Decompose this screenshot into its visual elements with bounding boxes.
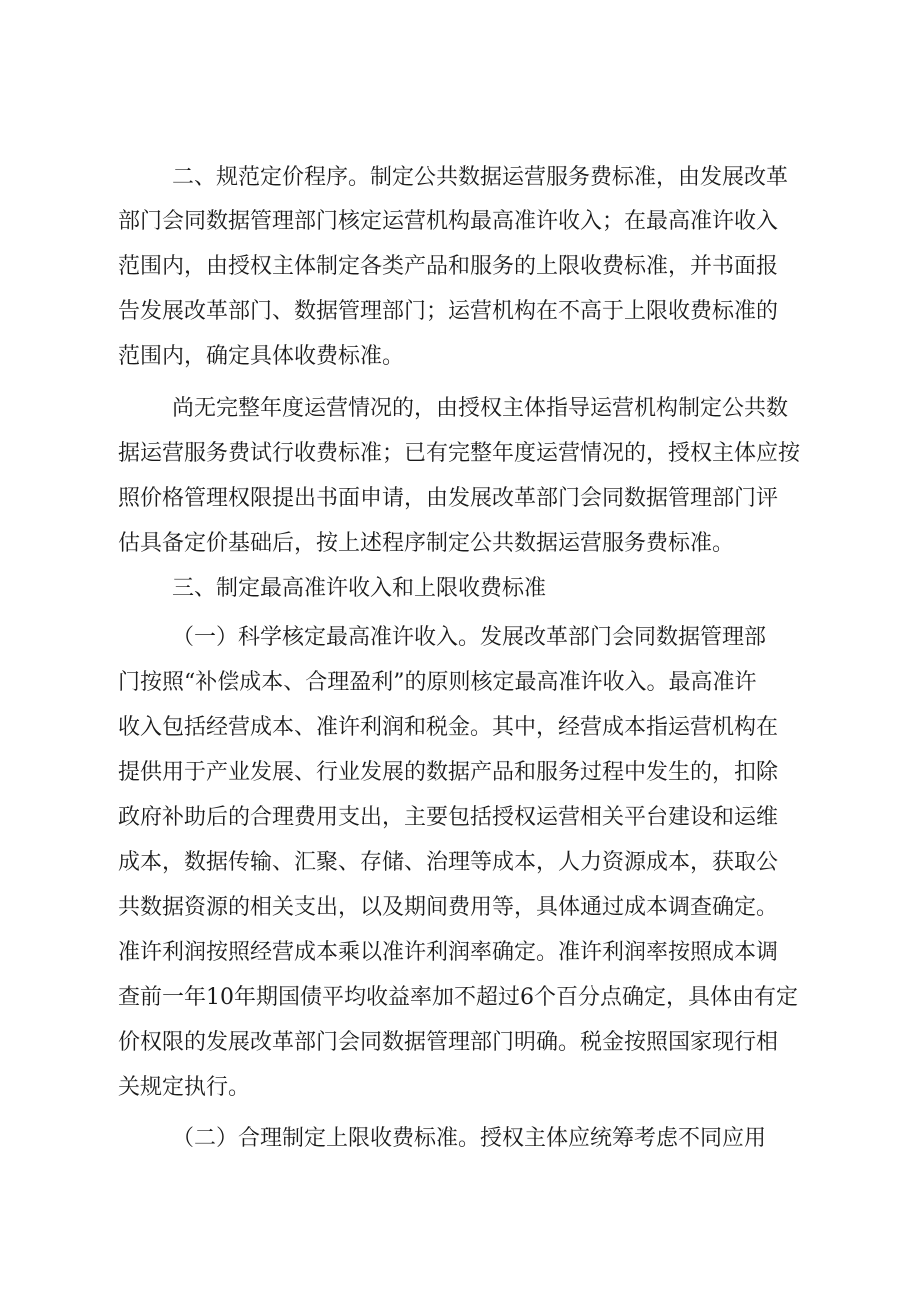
- text-line: 成本，数据传输、汇聚、存储、治理等成本，人力资源成本，获取公: [118, 850, 779, 875]
- text-line: 政府补助后的合理费用支出，主要包括授权运营相关平台建设和运维: [118, 805, 779, 830]
- text-line: 告发展改革部门、数据管理部门；运营机构在不高于上限收费标准的: [118, 299, 779, 324]
- text-line: 范围内，由授权主体制定各类产品和服务的上限收费标准，并书面报: [118, 254, 779, 279]
- text-line: 部门会同数据管理部门核定运营机构最高准许收入；在最高准许收入: [118, 209, 779, 234]
- text-line: 价权限的发展改革部门会同数据管理部门明确。税金按照国家现行相: [118, 1030, 779, 1055]
- text-line: 提供用于产业发展、行业发展的数据产品和服务过程中发生的，扣除: [118, 760, 779, 785]
- text-line: 关规定执行。: [118, 1075, 251, 1100]
- text-line: 查前一年10年期国债平均收益率加不超过6个百分点确定，具体由有定: [118, 985, 798, 1010]
- text-line: （二）合理制定上限收费标准。授权主体应统筹考虑不同应用: [172, 1126, 767, 1151]
- text-line: 尚无完整年度运营情况的，由授权主体指导运营机构制定公共数: [172, 396, 789, 421]
- text-line: （一）科学核定最高准许收入。发展改革部门会同数据管理部: [172, 625, 767, 650]
- text-line: 准许利润按照经营成本乘以准许利润率确定。准许利润率按照成本调: [118, 940, 779, 965]
- section-heading: 三、制定最高准许收入和上限收费标准: [172, 576, 547, 601]
- text-line: 据运营服务费试行收费标准；已有完整年度运营情况的，授权主体应按: [118, 441, 801, 466]
- text-line: 二、规范定价程序。制定公共数据运营服务费标准，由发展改革: [172, 165, 789, 190]
- text-line: 门按照“补偿成本、合理盈利”的原则核定最高准许收入。最高准许: [118, 670, 757, 695]
- text-line: 范围内，确定具体收费标准。: [118, 344, 405, 369]
- text-line: 共数据资源的相关支出，以及期间费用等，具体通过成本调查确定。: [118, 895, 779, 920]
- text-line: 照价格管理权限提出书面申请，由发展改革部门会同数据管理部门评: [118, 486, 779, 511]
- text-line: 估具备定价基础后，按上述程序制定公共数据运营服务费标准。: [118, 531, 735, 556]
- text-line: 收入包括经营成本、准许利润和税金。其中，经营成本指运营机构在: [118, 715, 779, 740]
